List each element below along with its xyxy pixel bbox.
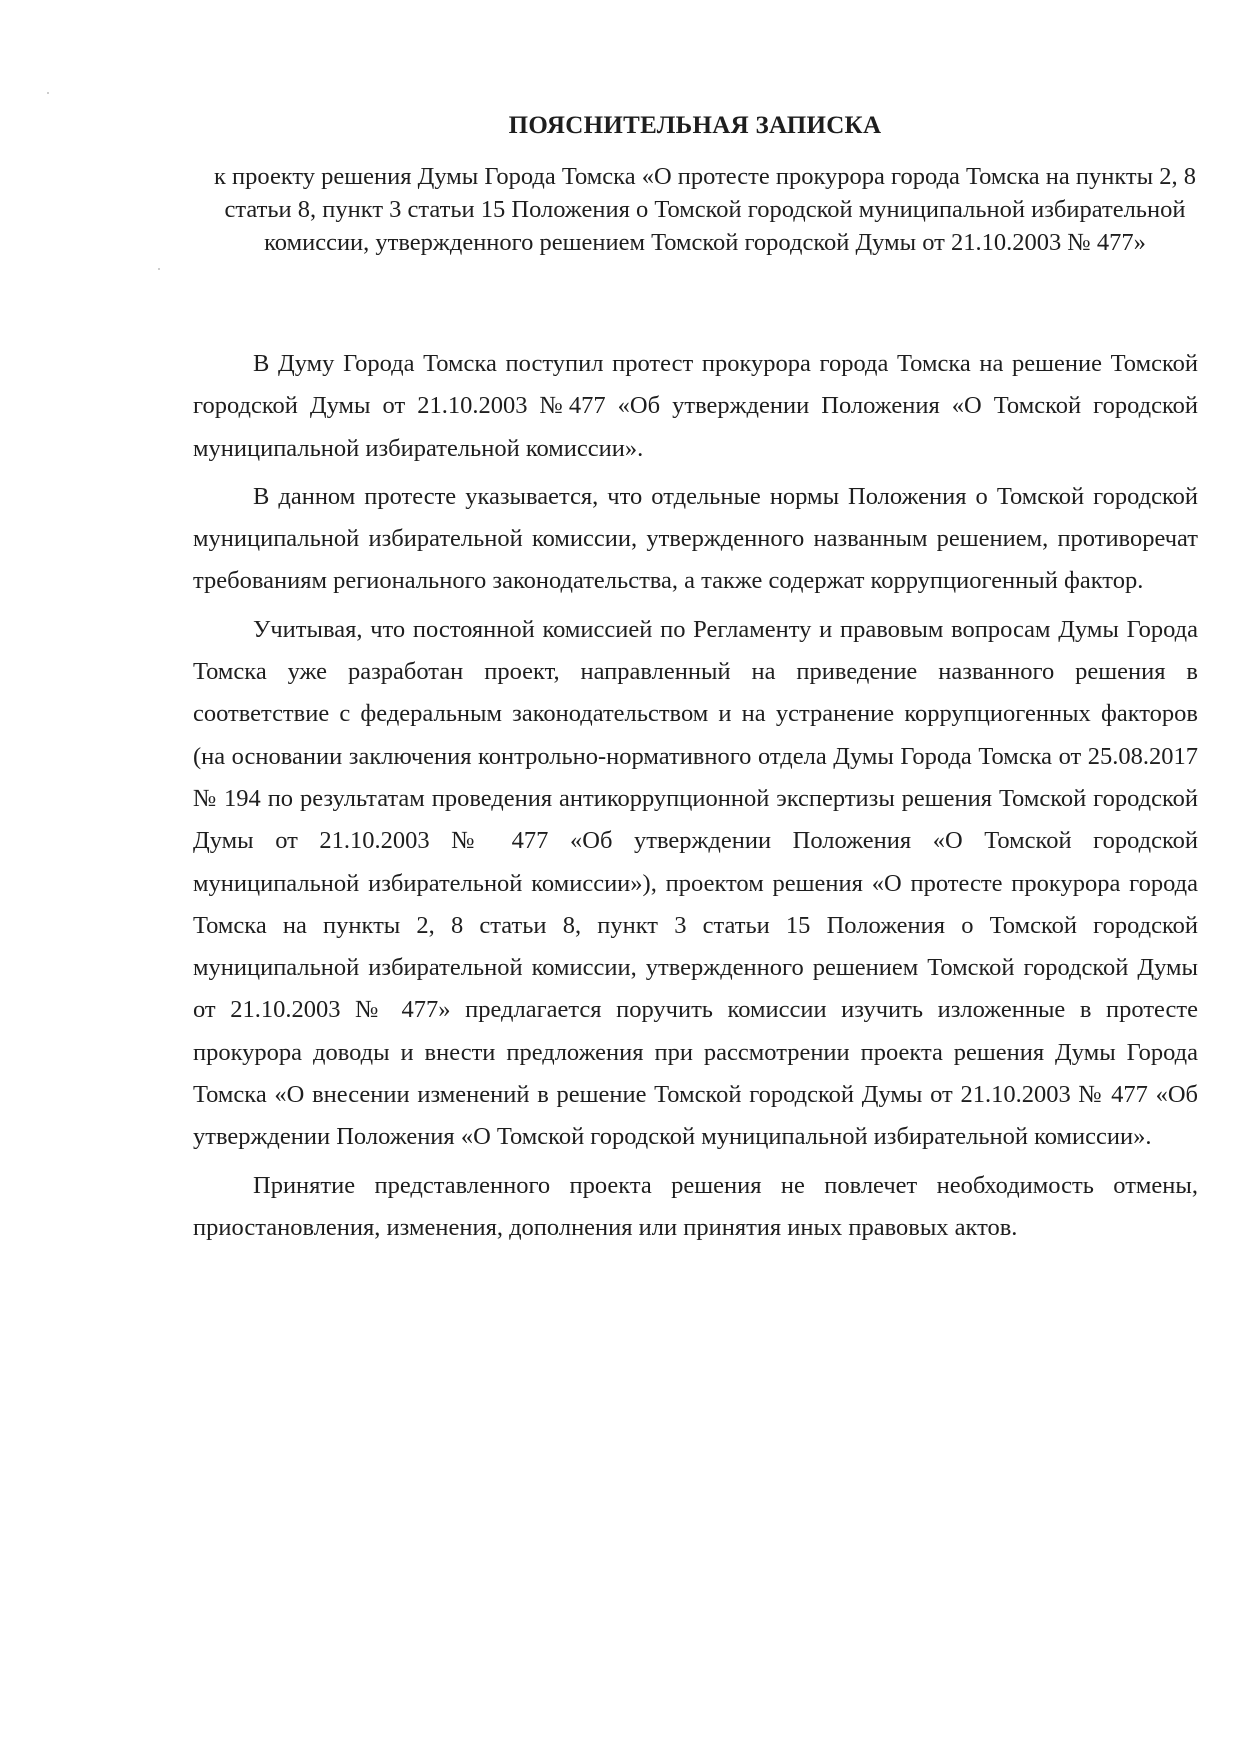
document-body <box>193 343 1198 1255</box>
paragraph-2: В данном протесте указывается, что отдельные нормы Положения о Томской городской муниципальной избирательной комиссии, утвержденного названным решением, противоречат требованиям регионального законодательства, а также содержат коррупциогенный фактор. <box>193 482 1198 595</box>
scan-speck <box>47 92 49 94</box>
scan-speck <box>158 268 160 270</box>
paragraph-1: В Думу Города Томска поступил протест прокурора города Томска на решение Томской городской Думы от 21.10.2003 №477 «Об утверждении Положения «О Томской городской муниципальной избирательной комиссии». <box>193 350 1198 462</box>
document-subtitle: к проекту решения Думы Города Томска «О протесте прокурора города Томска на пункты 2, 8 статьи 8, пункт 3 статьи 15 Положения о Томской городской муниципальной избирательной комиссии, утвержденного решением Томской городской Думы от 21.10.2003 № 477» <box>214 163 1196 256</box>
paragraph-4: Принятие представленного проекта решения не повлечет необходимость отмены, приостановления, изменения, дополнения или принятия иных правовых актов. <box>193 1171 1198 1241</box>
paragraph-3: Учитывая, что постоянной комиссией по Регламенту и правовым вопросам Думы Города Томска уже разработан проект, направленный на приведение названного решения в соответствие с федеральным законодательством и на устранение коррупциогенных факторов (на основании заключения контрольно-нормативного отдела Думы Города Томска от 25.08.2017 № 194 по результатам проведения антикоррупционной экспертизы решения Томской городской Думы от 21.10.2003 № 477 «Об утверждении Положения «О Томской городской муниципальной избирательной комиссии»), проектом решения «О протесте прокурора города Томска на пункты 2, 8 статьи 8, пункт 3 статьи 15 Положения о Томской городской муниципальной избирательной комиссии, утвержденного решением Томской городской Думы от 21.10.2003 № 477» предлагается поручить комиссии изучить изложенные в протесте прокурора доводы и внести предложения при рассмотрении проекта решения Думы Города Томска «О внесении изменений в решение Томской городской Думы от 21.10.2003 № 477 «Об утверждении Положения «О Томской городской муниципальной избирательной комиссии». <box>193 615 1198 1151</box>
document-title: ПОЯСНИТЕЛЬНАЯ ЗАПИСКА <box>508 112 882 139</box>
